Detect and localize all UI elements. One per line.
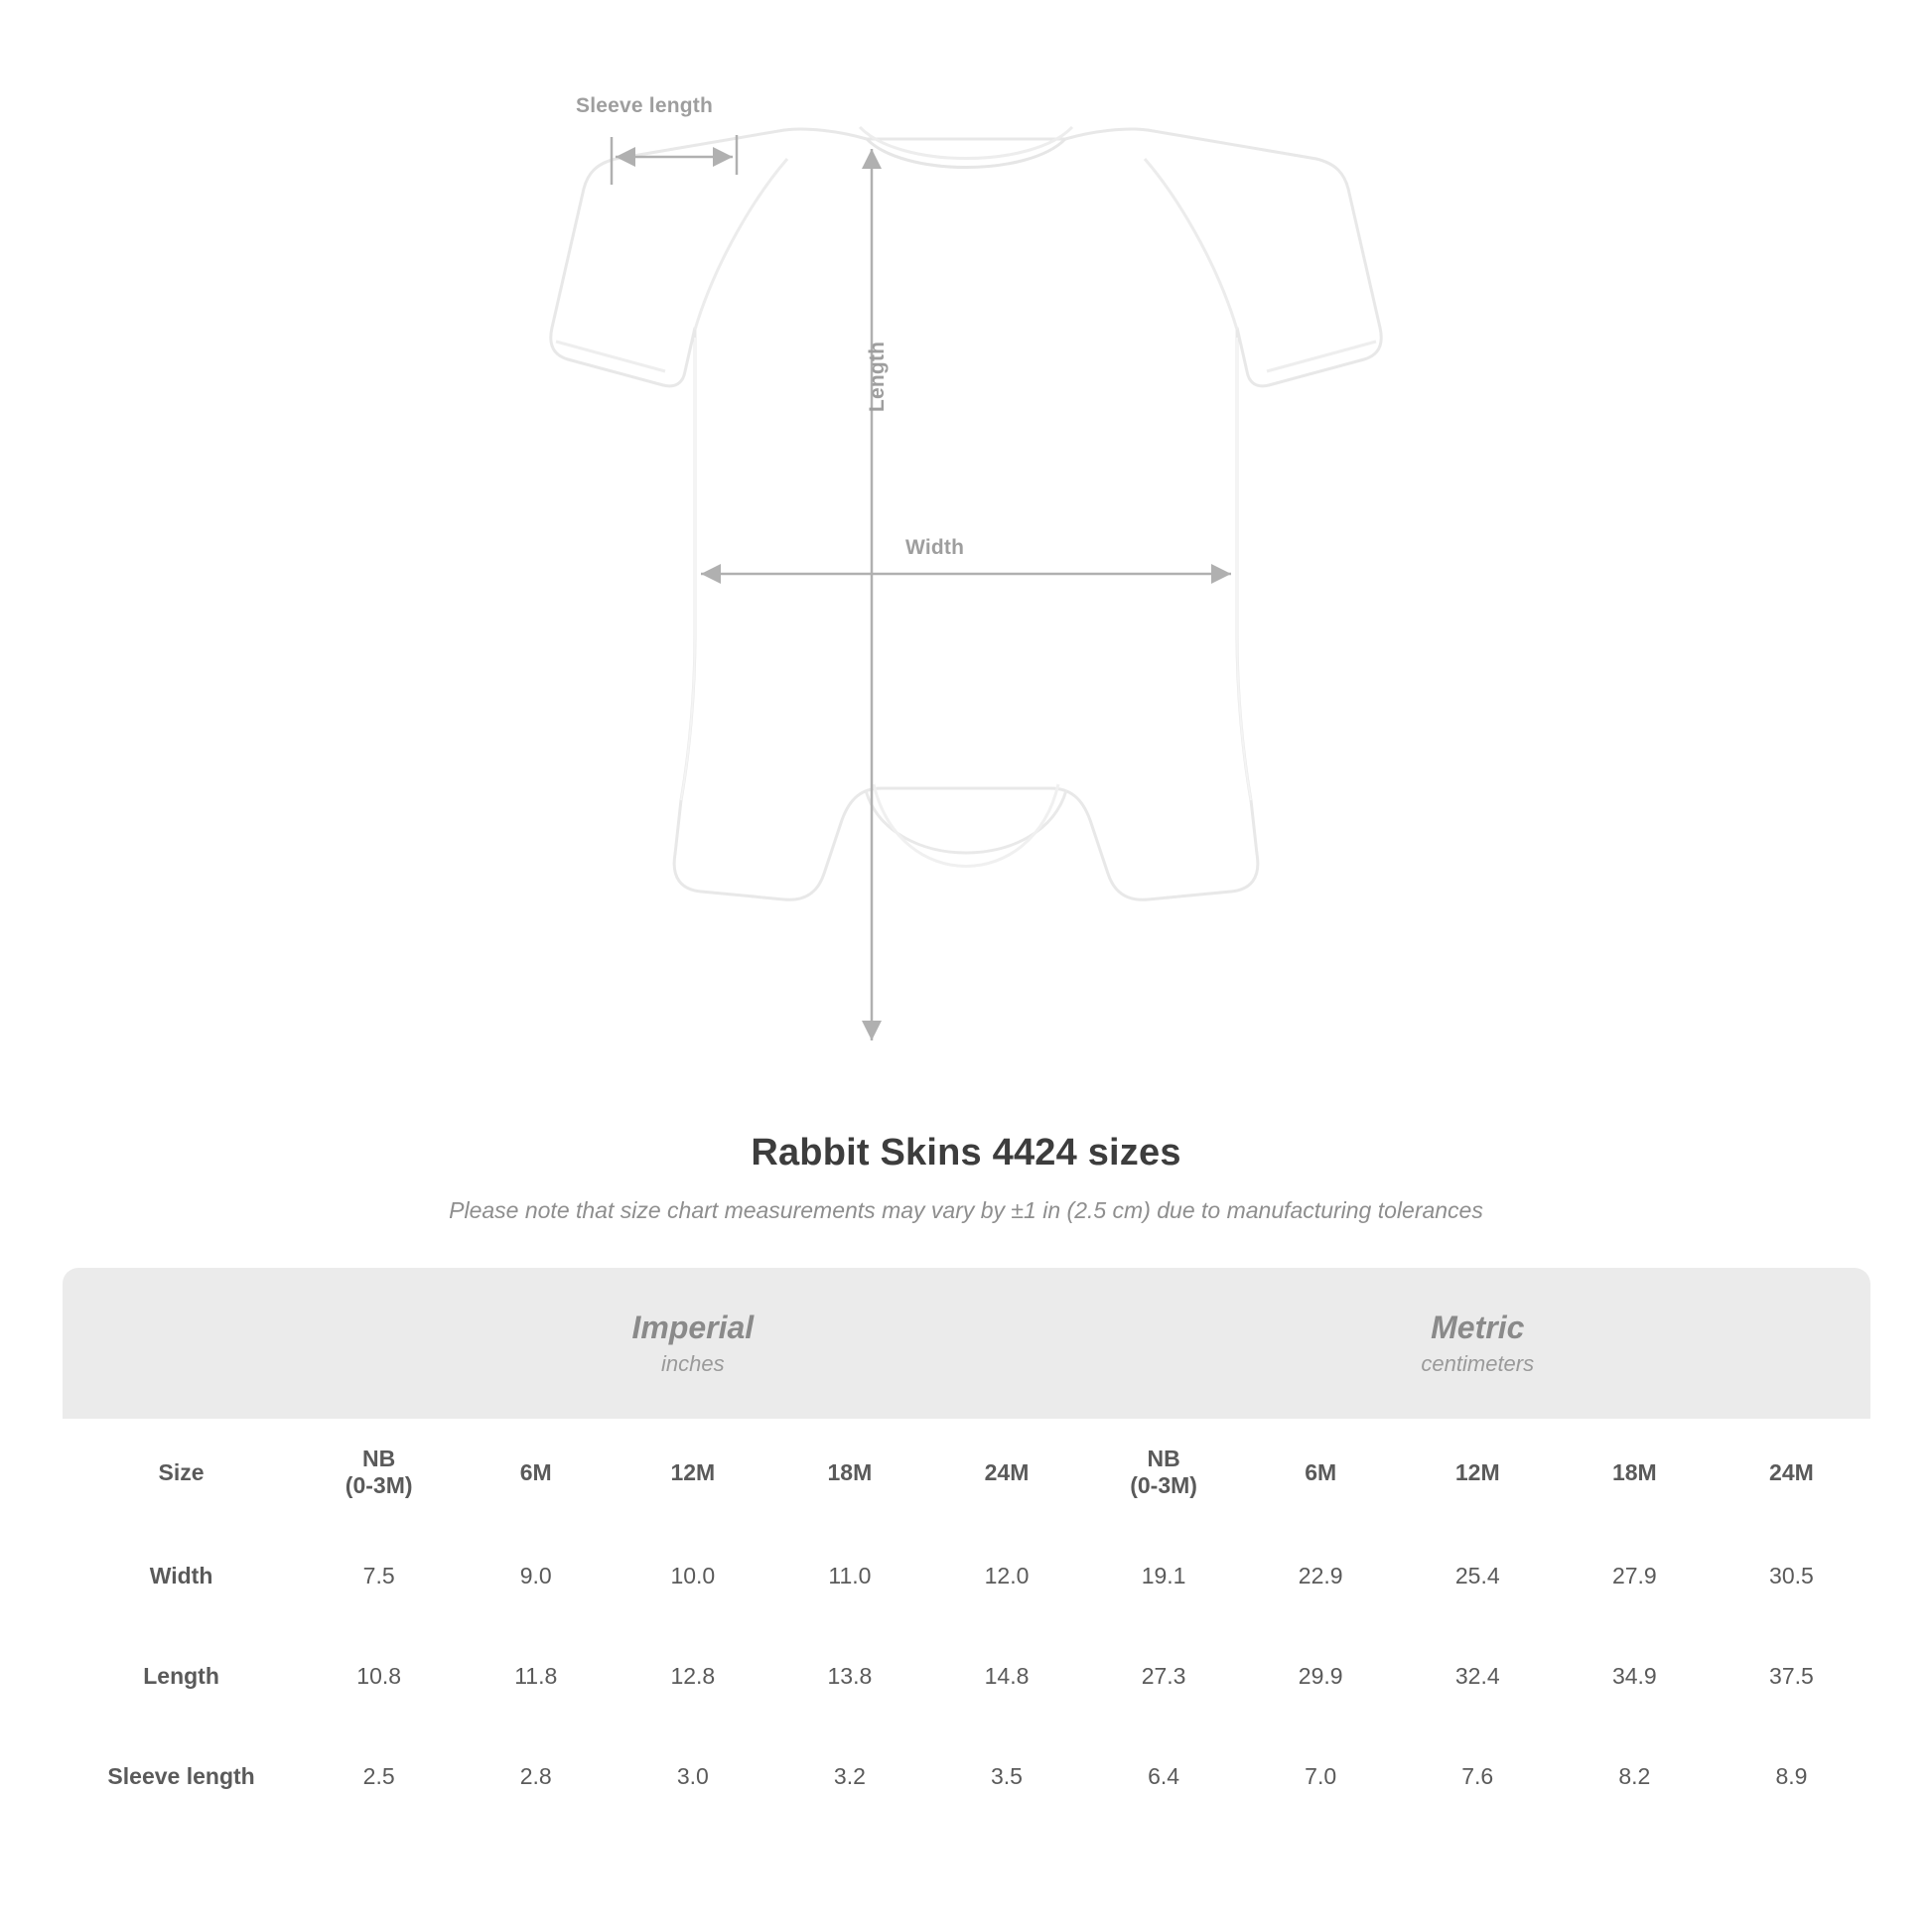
header-col-6m-metric: 6M [1242,1420,1399,1526]
bodysuit-shape [551,127,1381,899]
cell-width-nb-cm: 19.1 [1085,1526,1242,1626]
cell-sleeve-12m-in: 3.0 [615,1726,771,1827]
header-col-12m-imperial: 12M [615,1420,771,1526]
cell-sleeve-18m-cm: 8.2 [1556,1726,1713,1827]
unit-group-metric [1085,1268,1869,1420]
cell-width-18m-in: 11.0 [771,1526,928,1626]
size-chart-table-wrapper [62,1268,1870,1827]
header-col-6m-imperial: 6M [458,1420,615,1526]
unit-group-row [63,1268,1870,1420]
header-col-nb-imperial [301,1420,458,1526]
header-col-18m-metric: 18M [1556,1420,1713,1526]
cell-sleeve-nb-cm: 6.4 [1085,1726,1242,1827]
header-col-24m-metric: 24M [1713,1420,1869,1526]
header-col-12m-metric: 12M [1399,1420,1556,1526]
cell-length-12m-in: 12.8 [615,1626,771,1726]
cell-width-6m-cm: 22.9 [1242,1526,1399,1626]
header-size: Size [63,1420,301,1526]
table-header-row [63,1420,1870,1526]
cell-length-6m-cm: 29.9 [1242,1626,1399,1726]
cell-sleeve-24m-in: 3.5 [928,1726,1085,1827]
cell-sleeve-nb-in: 2.5 [301,1726,458,1827]
length-label: Length [866,341,889,412]
header-col-label: NB [362,1446,396,1471]
header-col-nb-metric [1085,1420,1242,1526]
row-label-length: Length [63,1626,301,1726]
cell-sleeve-6m-cm: 7.0 [1242,1726,1399,1827]
cell-width-6m-in: 9.0 [458,1526,615,1626]
size-chart-table [62,1268,1870,1827]
cell-length-24m-in: 14.8 [928,1626,1085,1726]
cell-length-12m-cm: 32.4 [1399,1626,1556,1726]
cell-width-24m-cm: 30.5 [1713,1526,1869,1626]
header-col-sub: (0-3M) [345,1472,413,1498]
table-row [63,1626,1870,1726]
cell-sleeve-12m-cm: 7.6 [1399,1726,1556,1827]
header-col-sub: (0-3M) [1130,1472,1197,1498]
row-label-sleeve-length: Sleeve length [63,1726,301,1827]
cell-length-nb-cm: 27.3 [1085,1626,1242,1726]
unit-group-metric-sub: centimeters [1421,1350,1535,1376]
cell-width-nb-in: 7.5 [301,1526,458,1626]
cell-length-18m-in: 13.8 [771,1626,928,1726]
row-label-width: Width [63,1526,301,1626]
cell-length-nb-in: 10.8 [301,1626,458,1726]
cell-length-6m-in: 11.8 [458,1626,615,1726]
cell-length-18m-cm: 34.9 [1556,1626,1713,1726]
unit-group-blank [63,1268,301,1420]
cell-width-12m-cm: 25.4 [1399,1526,1556,1626]
cell-length-24m-cm: 37.5 [1713,1626,1869,1726]
cell-sleeve-18m-in: 3.2 [771,1726,928,1827]
header-col-18m-imperial: 18M [771,1420,928,1526]
cell-width-18m-cm: 27.9 [1556,1526,1713,1626]
unit-group-imperial [301,1268,1085,1420]
page-title: Rabbit Skins 4424 sizes [751,1132,1181,1173]
table-row [63,1726,1870,1827]
cell-sleeve-24m-cm: 8.9 [1713,1726,1869,1827]
cell-width-24m-in: 12.0 [928,1526,1085,1626]
sleeve-length-label: Sleeve length [576,94,713,117]
header-col-label: NB [1147,1446,1180,1471]
table-row [63,1526,1870,1626]
unit-group-imperial-name: Imperial [631,1309,755,1345]
unit-group-imperial-sub: inches [661,1350,725,1376]
header-col-24m-imperial: 24M [928,1420,1085,1526]
page-subtitle: Please note that size chart measurements may vary by ±1 in (2.5 cm) due to manufacturing tolerances [449,1197,1483,1223]
cell-width-12m-in: 10.0 [615,1526,771,1626]
cell-sleeve-6m-in: 2.8 [458,1726,615,1827]
unit-group-metric-name: Metric [1431,1309,1525,1345]
width-label: Width [905,536,965,559]
